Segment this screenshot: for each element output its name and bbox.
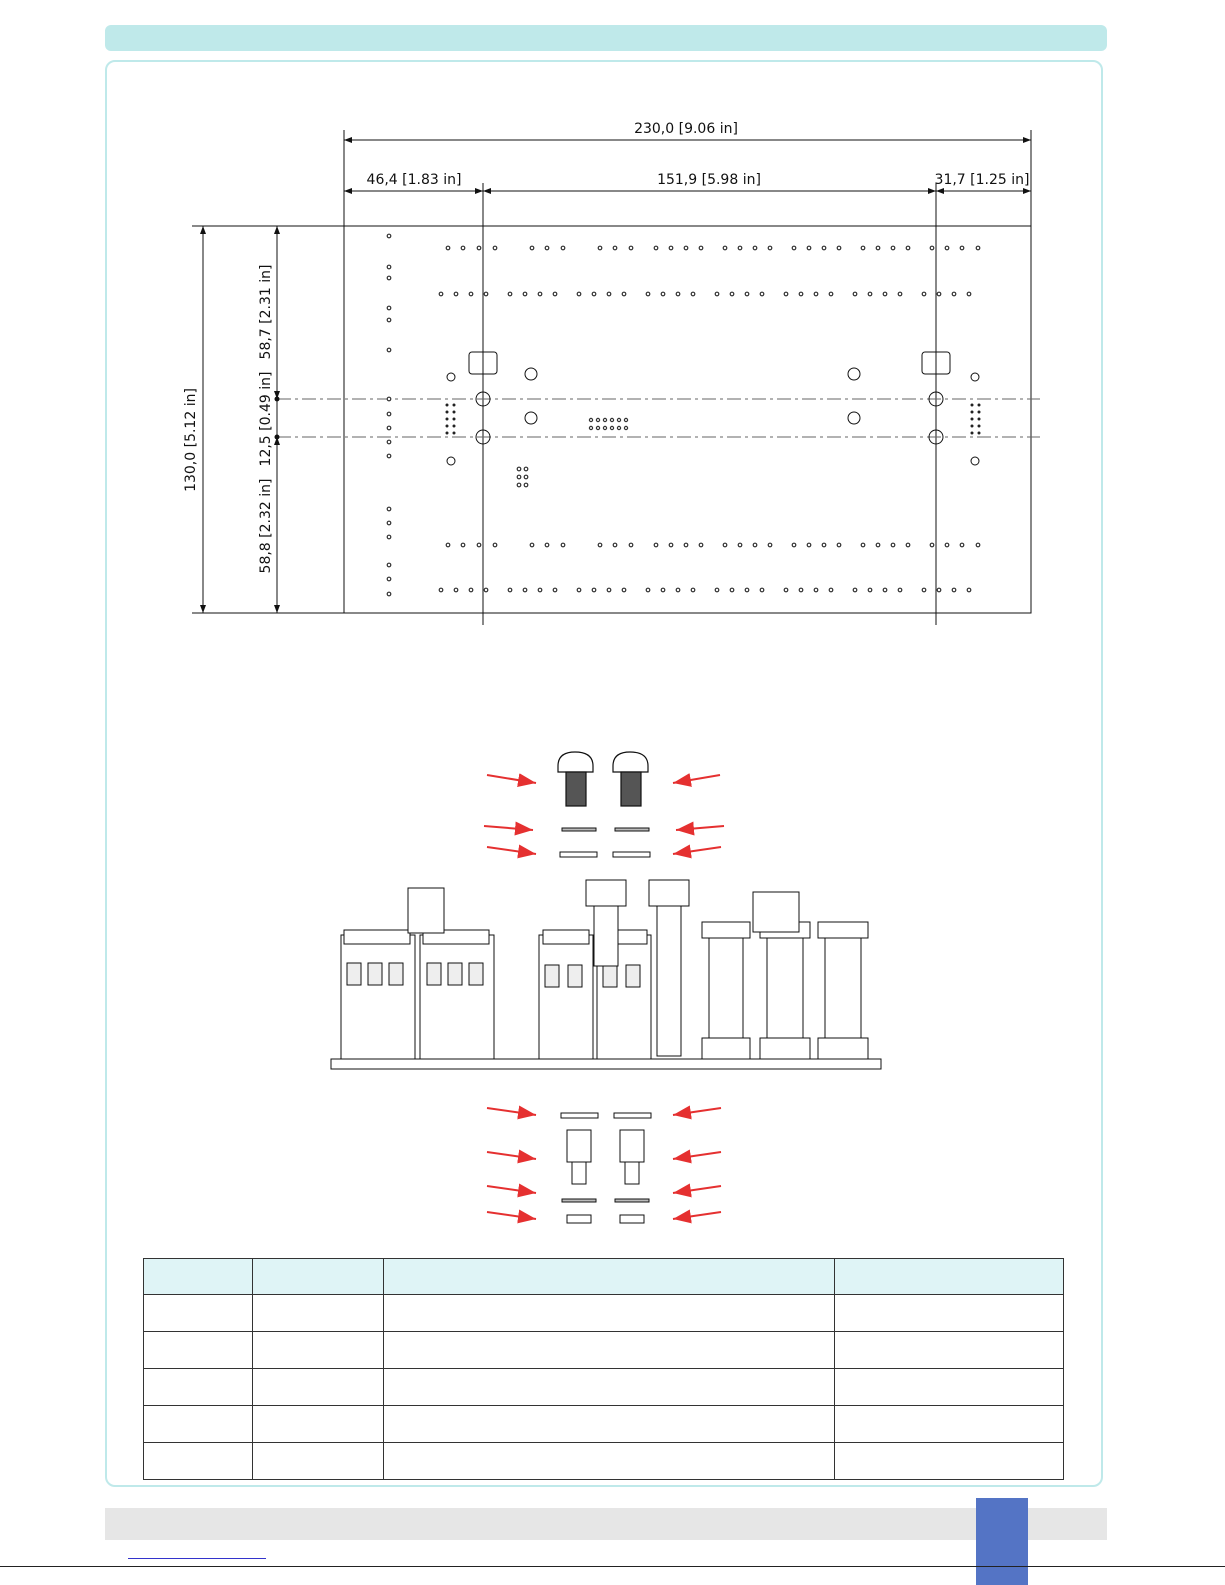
table-cell [383,1295,834,1332]
table-cell [144,1295,253,1332]
table-header-cell [144,1259,253,1295]
table-header-cell [835,1259,1064,1295]
table-cell [383,1406,834,1443]
page-number-box [976,1498,1028,1585]
dim-hole-spacing: 151,9 [5.98 in] [657,172,761,188]
table-cell [383,1369,834,1406]
table-cell [252,1295,383,1332]
table-cell [252,1332,383,1369]
footer-link[interactable] [128,1558,266,1559]
screw-right [613,752,648,806]
table-cell [144,1443,253,1480]
table-cell [835,1406,1064,1443]
table-cell [835,1295,1064,1332]
table-row [144,1332,1064,1369]
table-cell [144,1332,253,1369]
screw-left [558,752,593,806]
footer-bar [105,1508,1107,1540]
table-cell [383,1443,834,1480]
dim-hole-pitch: 12,5 [0.49 in] [258,371,274,467]
mounting-assembly-drawing [0,740,1225,1240]
table-cell [144,1406,253,1443]
parts-table [143,1258,1064,1480]
table-row [144,1443,1064,1480]
table-row [144,1406,1064,1443]
table-header-cell [252,1259,383,1295]
dim-right-offset: 31,7 [1.25 in] [934,172,1030,188]
dim-left-offset: 46,4 [1.83 in] [366,172,462,188]
table-cell [252,1406,383,1443]
dim-top-offset: 58,7 [2.31 in] [258,264,274,360]
table-header-cell [383,1259,834,1295]
dim-overall-width: 230,0 [9.06 in] [634,121,738,137]
table-cell [252,1369,383,1406]
table-cell [144,1369,253,1406]
table-row [144,1295,1064,1332]
table-cell [835,1332,1064,1369]
table-row [144,1369,1064,1406]
board-side-view [331,880,881,1069]
table-cell [835,1369,1064,1406]
table-cell [383,1332,834,1369]
page-bottom-rule [0,1566,1225,1567]
table-cell [252,1443,383,1480]
table-header-row [144,1259,1064,1295]
dim-overall-height: 130,0 [5.12 in] [183,388,199,492]
table-cell [835,1443,1064,1480]
dim-bottom-offset: 58,8 [2.32 in] [258,478,274,574]
board-dimension-drawing [0,0,1225,640]
